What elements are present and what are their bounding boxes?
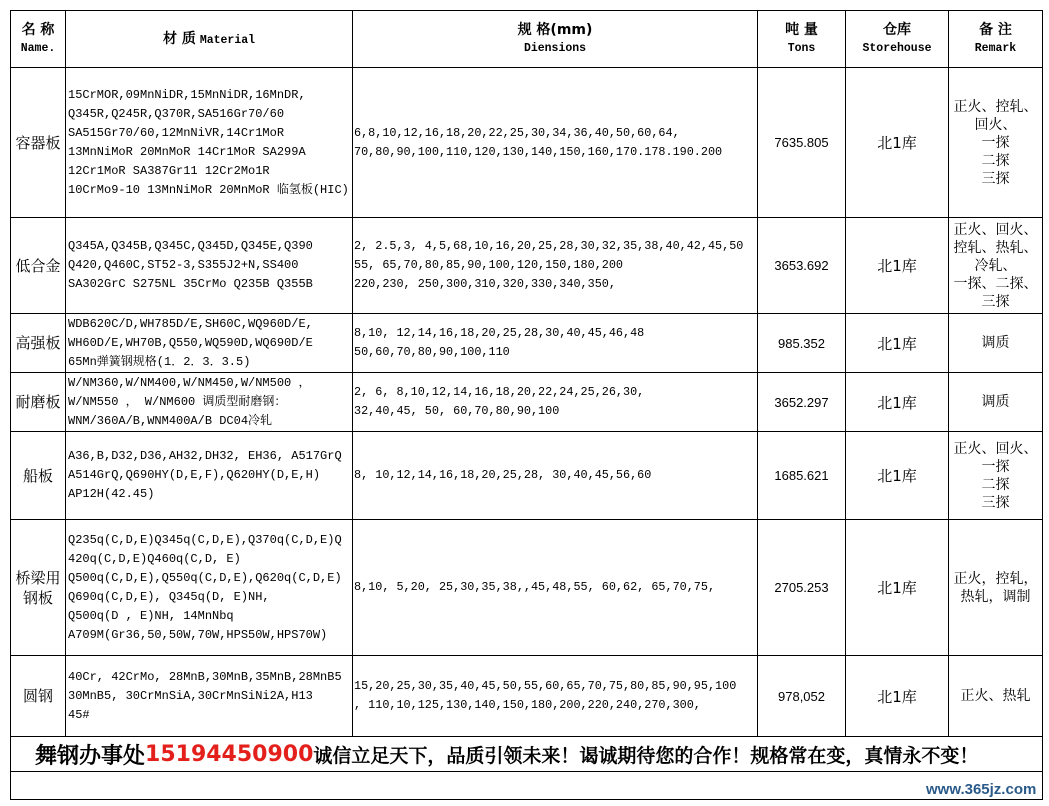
tons-cell xyxy=(758,68,846,218)
material-line: SA302GrC S275NL 35CrMo Q235B Q355B xyxy=(68,277,313,291)
material-line: WNM/360A/B,WNM400A/B DC04冷轧 xyxy=(68,413,273,428)
storehouse-value: 北1库 xyxy=(877,257,917,275)
dimensions-cell xyxy=(353,432,758,520)
material-line: 45# xyxy=(68,707,90,722)
header-name-cell xyxy=(11,11,66,68)
remark-line: 正火、热轧 xyxy=(960,688,1031,704)
material-line: 40Cr, 42CrMo, 28MnB,30MnB,35MnB,28MnB5 xyxy=(68,669,342,684)
remark-cell xyxy=(949,314,1043,373)
dimensions-cell xyxy=(353,314,758,373)
storehouse-value: 北1库 xyxy=(877,334,917,353)
row-name-cell xyxy=(11,520,66,656)
material-line: WDB620C/D,WH785D/E,SH60C,WQ960D/E, xyxy=(68,316,313,331)
material-cell xyxy=(66,656,353,737)
material-line: Q690q(C,D,E), Q345q(D, E)NH, xyxy=(68,589,270,604)
dimensions-cell xyxy=(353,68,758,218)
material-line: 12Cr1MoR SA387Gr11 12Cr2Mo1R xyxy=(68,163,270,178)
remark-line: 三探 xyxy=(981,494,1010,511)
material-line: 13MnNiMoR 20MnMoR 14Cr1MoR SA299A xyxy=(68,144,306,159)
material-cell xyxy=(66,373,353,432)
remark-line: 调质 xyxy=(981,335,1010,351)
footer-banner xyxy=(11,737,1043,772)
header-remark-zh: 备 注 xyxy=(979,22,1012,38)
storehouse-cell xyxy=(846,218,949,314)
row-name-cell xyxy=(11,218,66,314)
tons-value: 3653.692 xyxy=(774,258,829,273)
material-line: AP12H(42.45) xyxy=(68,487,155,501)
dimensions-line: 220,230, 250,300,310,320,330,340,350, xyxy=(354,277,616,291)
header-material-zh: 材 质 xyxy=(162,31,196,47)
dimensions-line: 32,40,45, 50, 60,70,80,90,100 xyxy=(354,404,560,418)
dimensions-line: 70,80,90,100,110,120,130,140,150,160,170.178.190.200 xyxy=(354,144,723,159)
inventory-table xyxy=(10,10,1043,800)
dimensions-cell xyxy=(353,520,758,656)
storehouse-cell xyxy=(846,520,949,656)
remark-line: 正火，控轧， xyxy=(953,570,1038,587)
header-material-cell xyxy=(66,11,353,68)
remark-cell xyxy=(949,218,1043,314)
header-storehouse-cell xyxy=(846,11,949,68)
header-dimensions-en: Diensions xyxy=(523,42,587,55)
material-line: 30MnB5, 30CrMnSiA,30CrMnSiNi2A,H13 xyxy=(68,688,313,703)
row-name-cell xyxy=(11,432,66,520)
remark-cell xyxy=(949,373,1043,432)
row-name-cell xyxy=(11,656,66,737)
dimensions-cell xyxy=(353,373,758,432)
header-remark-en: Remark xyxy=(974,42,1017,55)
row-name-cell xyxy=(11,314,66,373)
material-line: A514GrQ,Q690HY(D,E,F),Q620HY(D,E,H) xyxy=(68,468,321,482)
storehouse-cell xyxy=(846,314,949,373)
storehouse-value: 北1库 xyxy=(877,579,917,597)
material-line: 420q(C,D,E)Q460q(C,D, E) xyxy=(68,551,241,566)
header-tons-zh: 吨 量 xyxy=(785,22,818,38)
material-cell xyxy=(66,68,353,218)
footer-slogan: 诚信立足天下，品质引领未来！谒诚期待您的合作！规格常在变，真情永不变！ xyxy=(313,744,979,767)
header-material-en: Material xyxy=(199,34,256,47)
product-name: 高强板 xyxy=(15,334,61,352)
remark-line: 三探 xyxy=(981,293,1010,310)
material-line: W/NM550 ， W/NM600 调质型耐磨钢： xyxy=(68,394,287,409)
dimensions-line: 50,60,70,80,90,100,110 xyxy=(354,345,510,359)
dimensions-line: 8,10, 12,14,16,18,20,25,28,30,40,45,46,48 xyxy=(354,326,645,340)
material-line: Q500q(C,D,E),Q550q(C,D,E),Q620q(C,D,E) xyxy=(68,570,342,585)
row-name-cell xyxy=(11,68,66,218)
material-line: Q420,Q460C,ST52-3,S355J2+N,SS400 xyxy=(68,258,299,272)
product-name: 耐磨板 xyxy=(15,393,61,411)
header-dimensions-zh: 规 格(mm) xyxy=(517,22,593,38)
row-name-cell xyxy=(11,373,66,432)
tons-value: 2705.253 xyxy=(774,580,829,595)
remark-line: 调质 xyxy=(981,394,1010,410)
product-name: 圆钢 xyxy=(22,687,53,705)
header-dimensions-cell xyxy=(353,11,758,68)
remark-line: 正火、控轧、 xyxy=(953,98,1038,115)
product-name: 容器板 xyxy=(15,133,61,152)
dimensions-line: 15,20,25,30,35,40,45,50,55,60,65,70,75,80,85,90,95,100 xyxy=(354,679,737,693)
tons-value: 3652.297 xyxy=(774,394,829,410)
header-material-label xyxy=(163,28,255,50)
header-name-zh: 名 称 xyxy=(21,22,55,38)
material-line: A709M(Gr36,50,50W,70W,HPS50W,HPS70W) xyxy=(68,627,328,642)
material-line: 10CrMo9-10 13MnNiMoR 20MnMoR 临氢板(HIC) xyxy=(68,182,349,197)
material-line: 15CrMOR,09MnNiDR,15MnNiDR,16MnDR, xyxy=(68,87,306,102)
tons-value: 985.352 xyxy=(778,335,825,351)
material-cell xyxy=(66,218,353,314)
dimensions-line: 6,8,10,12,16,18,20,22,25,30,34,36,40,50,60,64, xyxy=(354,125,680,140)
remark-line: 二探 xyxy=(981,152,1010,169)
remark-cell xyxy=(949,520,1043,656)
tons-value: 7635.805 xyxy=(774,135,829,150)
storehouse-value: 北1库 xyxy=(877,467,917,485)
tons-value: 1685.621 xyxy=(774,468,829,483)
remark-line: 冷轧、 xyxy=(974,257,1017,274)
material-line: 65Mn弹簧钢规格(1．2．3．3.5) xyxy=(68,354,251,369)
storehouse-value: 北1库 xyxy=(877,134,917,152)
dimensions-line: 8, 10,12,14,16,18,20,25,28, 30,40,45,56,60 xyxy=(354,468,652,482)
storehouse-value: 北1库 xyxy=(877,687,917,706)
storehouse-cell xyxy=(846,656,949,737)
dimensions-line: 2, 6, 8,10,12,14,16,18,20,22,24,25,26,30, xyxy=(354,385,645,399)
material-line: Q235q(C,D,E)Q345q(C,D,E),Q370q(C,D,E)Q xyxy=(68,532,342,547)
tons-cell xyxy=(758,314,846,373)
material-line: Q500q(D , E)NH, 14MnNbq xyxy=(68,608,234,623)
remark-line: 三探 xyxy=(981,170,1010,187)
tons-cell xyxy=(758,432,846,520)
header-remark-cell xyxy=(949,11,1043,68)
remark-cell xyxy=(949,656,1043,737)
material-cell xyxy=(66,314,353,373)
material-line: W/NM360,W/NM400,W/NM450,W/NM500 ， xyxy=(68,375,311,390)
product-name: 船板 xyxy=(22,466,53,485)
storehouse-cell xyxy=(846,432,949,520)
remark-line: 正火、回火、 xyxy=(953,221,1038,238)
dimensions-line: 8,10, 5,20, 25,30,35,38,,45,48,55, 60,62, 65,70,75, xyxy=(354,580,716,594)
remark-cell xyxy=(949,68,1043,218)
remark-line: 正火、回火、 xyxy=(953,440,1038,457)
tons-cell xyxy=(758,218,846,314)
material-line: WH60D/E,WH70B,Q550,WQ590D,WQ690D/E xyxy=(68,335,313,350)
storehouse-value: 北1库 xyxy=(877,393,917,412)
dimensions-cell xyxy=(353,656,758,737)
tons-cell xyxy=(758,373,846,432)
dimensions-line: , 110,10,125,130,140,150,180,200,220,240,270,300, xyxy=(354,698,701,712)
empty-row xyxy=(11,772,1043,800)
material-cell xyxy=(66,520,353,656)
remark-cell xyxy=(949,432,1043,520)
dimensions-line: 2, 2.5,3, 4,5,68,10,16,20,25,28,30,32,35,38,40,42,45,50 xyxy=(354,239,744,253)
storehouse-cell xyxy=(846,373,949,432)
tons-value: 978,052 xyxy=(778,688,825,704)
material-line: Q345A,Q345B,Q345C,Q345D,Q345E,Q390 xyxy=(68,239,313,253)
remark-line: 二探 xyxy=(981,476,1010,493)
header-tons-en: Tons xyxy=(787,42,816,55)
site-watermark: www.365jz.com xyxy=(926,781,1037,798)
material-line: Q345R,Q245R,Q370R,SA516Gr70/60 xyxy=(68,106,285,121)
header-name-en: Name. xyxy=(20,42,56,55)
footer-office: 舞钢办事处 xyxy=(35,743,146,769)
remark-line: 回火、 xyxy=(974,116,1017,133)
product-name: 桥梁用钢板 xyxy=(15,568,61,607)
remark-line: 一探 xyxy=(981,134,1010,151)
remark-line: 一探、二探、 xyxy=(953,275,1038,292)
tons-cell xyxy=(758,520,846,656)
tons-cell xyxy=(758,656,846,737)
footer-phone: 15194450900 xyxy=(145,741,314,767)
dimensions-cell xyxy=(353,218,758,314)
material-cell xyxy=(66,432,353,520)
material-line: SA515Gr70/60,12MnNiVR,14Cr1MoR xyxy=(68,125,285,140)
material-line: A36,B,D32,D36,AH32,DH32, EH36, A517GrQ xyxy=(68,449,342,463)
header-storehouse-zh: 仓库 xyxy=(883,22,911,38)
dimensions-line: 55, 65,70,80,85,90,100,120,150,180,200 xyxy=(354,258,624,272)
header-tons-cell xyxy=(758,11,846,68)
remark-line: 控轧、热轧、 xyxy=(953,239,1038,256)
storehouse-cell xyxy=(846,68,949,218)
remark-line: 一探 xyxy=(981,458,1010,475)
product-name: 低合金 xyxy=(15,256,61,275)
remark-line: 热轧，调制 xyxy=(960,588,1031,605)
header-storehouse-en: Storehouse xyxy=(862,42,932,55)
